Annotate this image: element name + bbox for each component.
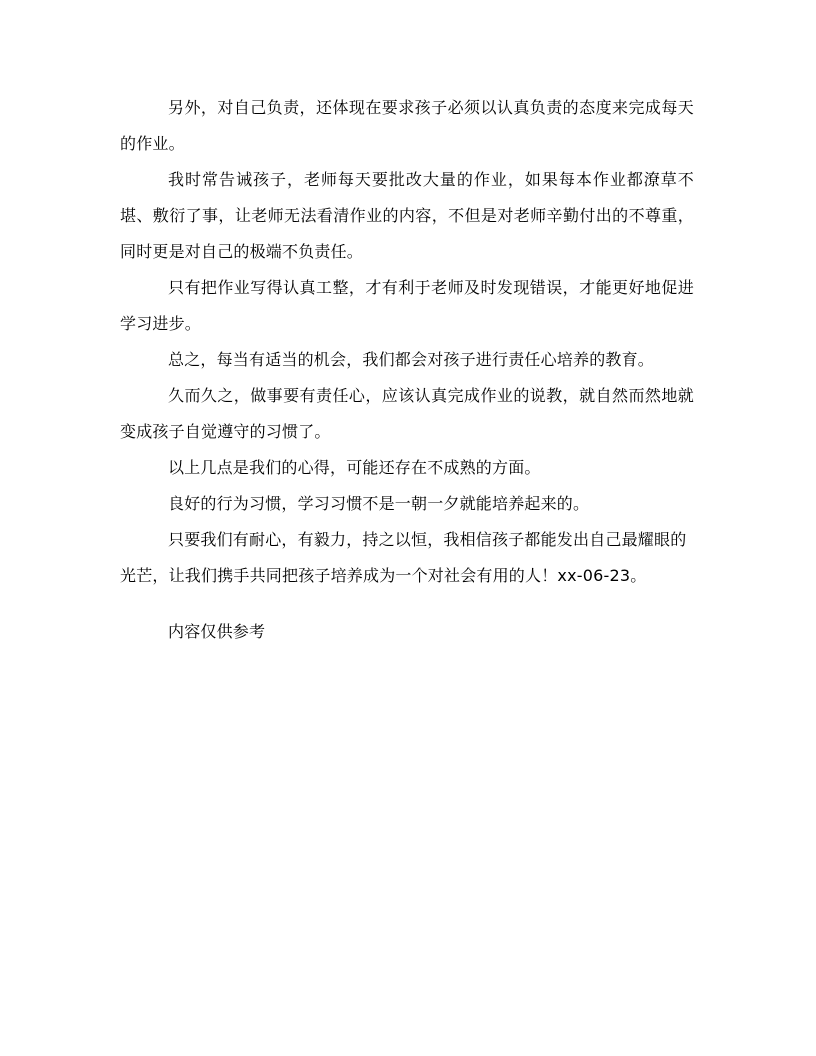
- paragraph-4: 总之，每当有适当的机会，我们都会对孩子进行责任心培养的教育。: [168, 350, 655, 369]
- paragraph-5: 久而久之，做事要有责任心，应该认真完成作业的说教，就自然而然地就变成孩子自觉遵守的习惯了。: [120, 386, 694, 441]
- footer-note: 内容仅供参考: [168, 622, 266, 641]
- document-body: [120, 90, 694, 650]
- paragraph-2: 我时常告诫孩子，老师每天要批改大量的作业，如果每本作业都潦草不堪、敷衍了事，让老师无法看清作业的内容，不但是对老师辛勤付出的不尊重，同时更是对自己的极端不负责任。: [120, 170, 694, 261]
- paragraph-6: 以上几点是我们的心得，可能还存在不成熟的方面。: [168, 458, 541, 477]
- paragraph-8: 只要我们有耐心，有毅力，持之以恒，我相信孩子都能发出自己最耀眼的光芒，让我们携手共同把孩子培养成为一个对社会有用的人！xx-06-23。: [120, 530, 687, 585]
- paragraph-1: 另外，对自己负责，还体现在要求孩子必须以认真负责的态度来完成每天的作业。: [120, 98, 694, 153]
- paragraph-7: 良好的行为习惯，学习习惯不是一朝一夕就能培养起来的。: [168, 494, 590, 513]
- paragraph-3: 只有把作业写得认真工整，才有利于老师及时发现错误，才能更好地促进学习进步。: [120, 278, 694, 333]
